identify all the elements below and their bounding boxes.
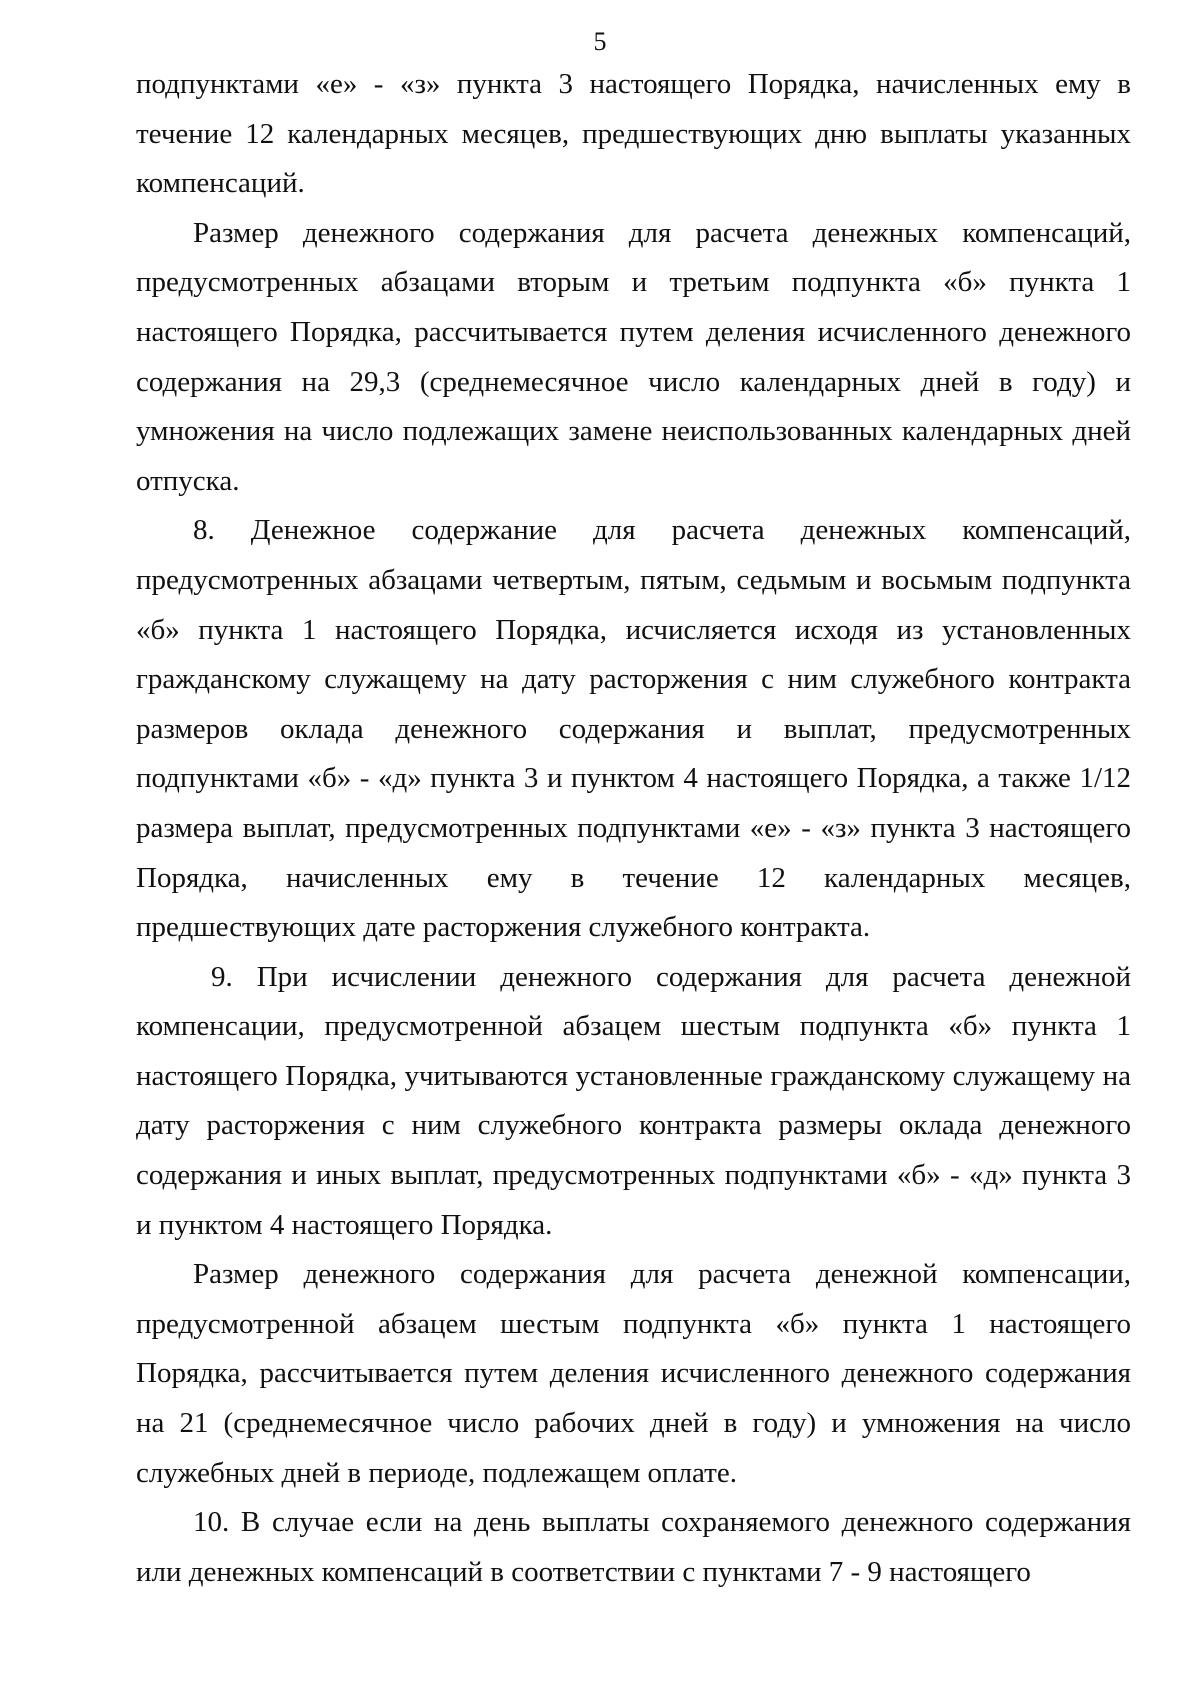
paragraph-compensation-size-working-days: Размер денежного содержания для расчета денежной компенсации, предусмотренной абзацем шестым подпункта «б» пункта 1 настоящего Порядка, рассчитывается путем деления исчисленного денежного содержания на 21 (среднемесячное число рабочих дней в году) и умножения на число служебных дней в периоде, подлежащем оплате. — [136, 1258, 1131, 1489]
paragraph-continuation: подпунктами «е» - «з» пункта 3 настоящего Порядка, начисленных ему в течение 12 календарных месяцев, предшествующих дню выплаты указанных компенсаций. — [136, 68, 1131, 200]
paragraph-vacation-compensation-size: Размер денежного содержания для расчета денежных компенсаций, предусмотренных абзацами вторым и третьим подпункта «б» пункта 1 настоящего Порядка, рассчитывается путем деления исчисленного денежного содержания на 29,3 (среднемесячное число календарных дней в году) и умножения на число подлежащих замене неиспользованных календарных дней отпуска. — [136, 216, 1131, 497]
paragraph-item-10: 10. В случае если на день выплаты сохраняемого денежного содержания или денежных компенсаций в соответствии с пунктами 7 - 9 настоящего — [136, 1506, 1131, 1588]
paragraph-item-9: 9. При исчислении денежного содержания для расчета денежной компенсации, предусмотренной абзацем шестым подпункта «б» пункта 1 настоящего Порядка, учитываются установленные гражданскому служащему на дату расторжения с ним служебного контракта размеры оклада денежного содержания и иных выплат, предусмотренных подпунктами «б» - «д» пункта 3 и пунктом 4 настоящего Порядка. — [136, 960, 1131, 1241]
document-body — [136, 60, 1131, 1597]
page-number: 5 — [593, 27, 607, 56]
paragraph-item-8: 8. Денежное содержание для расчета денежных компенсаций, предусмотренных абзацами четвертым, пятым, седьмым и восьмым подпункта «б» пункта 1 настоящего Порядка, исчисляется исходя из установленных гражданскому служащему на дату расторжения с ним служебного контракта размеров оклада денежного содержания и выплат, предусмотренных подпунктами «б» - «д» пункта 3 и пунктом 4 настоящего Порядка, а также 1/12 размера выплат, предусмотренных подпунктами «е» - «з» пункта 3 настоящего Порядка, начисленных ему в течение 12 календарных месяцев, предшествующих дате расторжения служебного контракта. — [136, 514, 1131, 944]
